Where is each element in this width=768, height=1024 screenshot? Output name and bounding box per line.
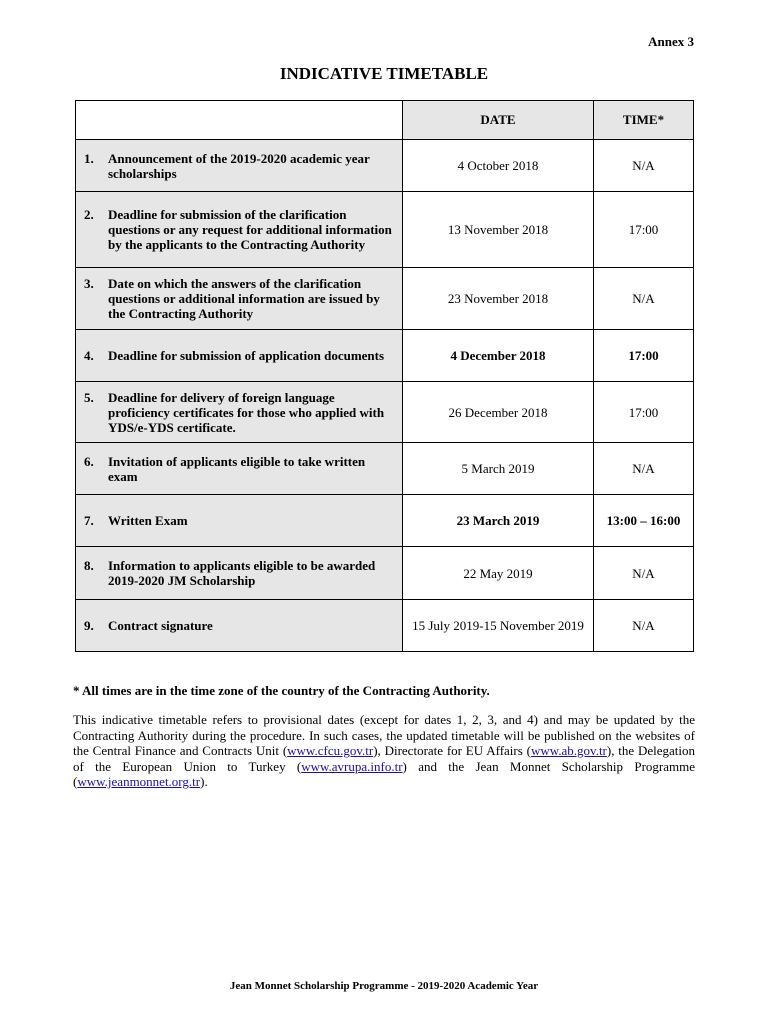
row-description [76,140,403,192]
link-cfcu[interactable]: www.cfcu.gov.tr [287,743,374,759]
row-text: Announcement of the 2019-2020 academic year scholarships [108,150,370,181]
link-avrupa[interactable]: www.avrupa.info.tr [301,758,403,774]
row-number: 7. [84,513,94,528]
row-number: 2. [84,207,94,222]
row-text: Deadline for delivery of foreign language proficiency certificates for those who applied with YDS/e-YDS certificate. [108,389,385,435]
table-row [76,382,694,443]
row-date: 26 December 2018 [403,382,594,443]
row-text: Date on which the answers of the clarification questions or additional information are issued by the Contracting Authority [108,276,380,321]
row-time: N/A [594,600,694,652]
row-text: Information to applicants eligible to be awarded 2019-2020 JM Scholarship [108,558,376,588]
row-time: N/A [594,268,694,330]
row-date: 15 July 2019-15 November 2019 [403,600,594,652]
row-time: N/A [594,140,694,192]
row-text: Invitation of applicants eligible to take written exam [108,453,366,484]
row-time: N/A [594,547,694,600]
row-number: 8. [84,558,94,573]
row-date: 5 March 2019 [403,443,594,495]
row-time: N/A [594,443,694,495]
row-number: 1. [84,150,94,166]
row-description [76,547,403,600]
row-date: 4 December 2018 [403,330,594,382]
paragraph-text: ). [200,774,208,790]
row-description [76,443,403,495]
paragraph-text: ) and the Jean Monnet Scholarship Programme ( [73,758,695,790]
row-number: 9. [84,618,94,633]
row-date: 22 May 2019 [403,547,594,600]
table-row [76,192,694,268]
table-row [76,140,694,192]
link-ab[interactable]: www.ab.gov.tr [530,743,607,759]
header-time: TIME* [594,101,694,140]
time-zone-note: * All times are in the time zone of the country of the Contracting Authority. [73,683,490,698]
row-number: 4. [84,348,94,363]
row-number: 5. [84,389,94,405]
row-time: 17:00 [594,192,694,268]
paragraph-text: ), Directorate for EU Affairs ( [373,743,531,759]
annex-label: Annex 3 [648,34,694,49]
row-text: Deadline for submission of the clarification questions or any request for additional information by the applicants to the Contracting Authority [108,207,392,252]
row-description [76,382,403,443]
row-date: 4 October 2018 [403,140,594,192]
row-time: 17:00 [594,382,694,443]
table-row [76,547,694,600]
timetable [75,100,694,652]
row-description [76,330,403,382]
link-jeanmonnet[interactable]: www.jeanmonnet.org.tr [77,774,201,790]
row-time: 17:00 [594,330,694,382]
row-description [76,192,403,268]
page-footer: Jean Monnet Scholarship Programme - 2019-2020 Academic Year [229,980,539,992]
table-row [76,330,694,382]
paragraph-text: This indicative timetable refers to provisional dates (except for dates 1, 2, 3, and 4) and may be updated by the Contracting Authority during the procedure. In such cases, the updated timetable will be published on the websites of the Central Finance and Contracts Unit ( [73,712,695,759]
paragraph-text: ), the Delegation of the European Union to Turkey ( [73,743,695,774]
row-date: 13 November 2018 [403,192,594,268]
row-description [76,600,403,652]
table-row [76,495,694,547]
row-text: Contract signature [108,618,213,633]
row-time: 13:00 – 16:00 [594,495,694,547]
row-number: 6. [84,453,94,469]
table-row [76,443,694,495]
row-description [76,268,403,330]
table-row [76,600,694,652]
row-date: 23 November 2018 [403,268,594,330]
table-row [76,268,694,330]
table-header-row [76,101,694,140]
row-description [76,495,403,547]
header-description [76,101,403,140]
row-text: Deadline for submission of application documents [108,348,385,363]
timetable-notice-paragraph [73,712,695,790]
page-title: INDICATIVE TIMETABLE [279,64,489,83]
row-date: 23 March 2019 [403,495,594,547]
row-text: Written Exam [108,513,188,528]
row-number: 3. [84,276,94,291]
header-date: DATE [403,101,594,140]
